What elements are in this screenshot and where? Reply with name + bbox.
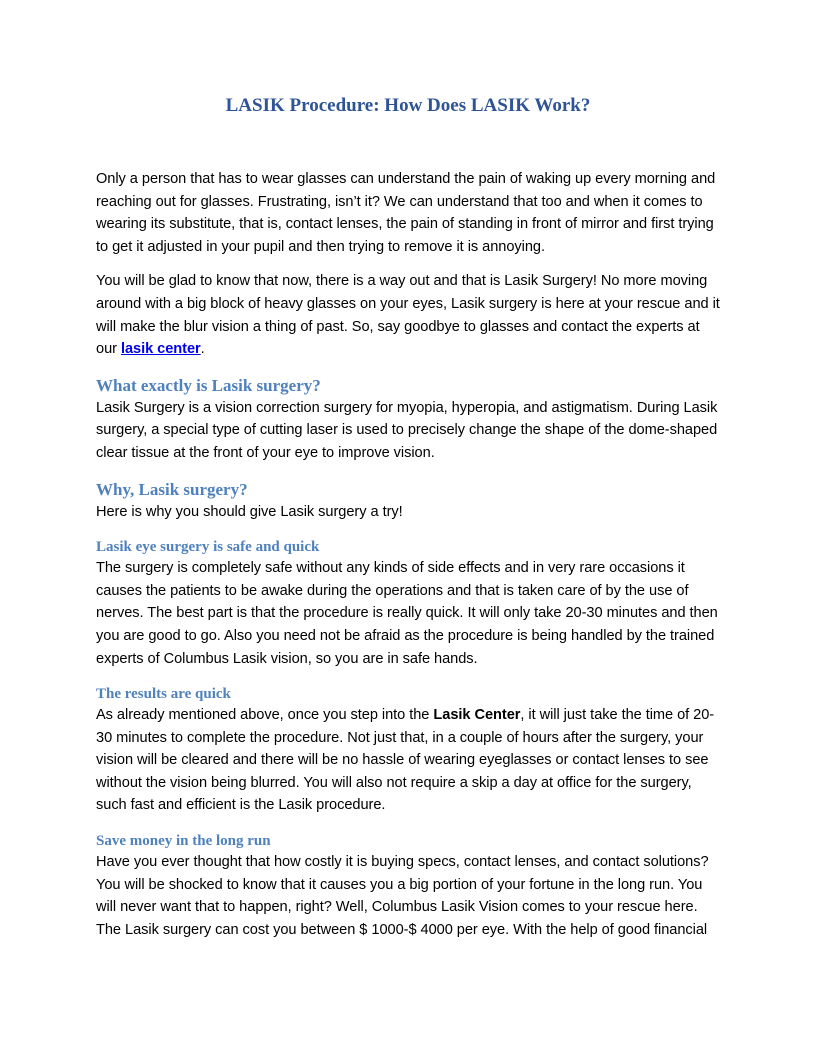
heading-save-money: Save money in the long run: [96, 833, 271, 850]
paragraph-save-money: Have you ever thought that how costly it is buying specs, contact lenses, and contact solutions? You will be shocked to know that it causes you a big portion of your fortune in the long run. You will never want that to happen, right? Well, Columbus Lasik Vision comes to your rescue here. The Lasik surgery can cost you between $ 1000-$ 4000 per eye. With the help of good financial: [96, 854, 709, 938]
results-text-end: , it will just take the time of 20-30 minutes to complete the procedure. Not just that, in a couple of hours after the surgery, your vision will be cleared and there will be no hassle of wearing eyeglasses or contact lenses to see without the vision being blurred. You will also not require a skip a day at office for the surgery, such fast and efficient is the Lasik procedure.: [96, 707, 715, 814]
intro-paragraph-2-end: .: [200, 341, 205, 358]
intro-paragraph-1: Only a person that has to wear glasses can understand the pain of waking up every morning and reaching out for glasses. Frustrating, isn’t it? We can understand that too and when it comes to wearing its substitute, that is, contact lenses, the pain of standing in front of mirror and first trying to get it adjusted in your pupil and then trying to remove it is annoying.: [96, 171, 716, 255]
lasik-center-link[interactable]: lasik center: [120, 341, 201, 358]
document-body: [96, 168, 724, 953]
intro-paragraph-2-text: You will be glad to know that now, there is a way out and that is Lasik Surgery! No more moving around with a big block of heavy glasses on your eyes, Lasik surgery is here at your rescue and it will make the blur vision a thing of past. So, say goodbye to glasses and contact the experts at our: [96, 273, 720, 358]
results-text-start: As already mentioned above, once you step into the: [96, 707, 434, 724]
paragraph-why-lasik: Here is why you should give Lasik surgery a try!: [96, 503, 403, 520]
paragraph-safe-and-quick: The surgery is completely safe without any kinds of side effects and in very rare occasions it causes the patients to be awake during the operations and that is taken care of by the use of nerves. The best part is that the procedure is really quick. It will only take 20-30 minutes and then you are good to go. Also you need not be afraid as the procedure is being handled by the trained experts of Columbus Lasik vision, so you are in safe hands.: [96, 560, 718, 667]
paragraph-results-quick: [96, 704, 724, 817]
intro-paragraph-2: [96, 270, 724, 360]
paragraph-what-is-lasik: Lasik Surgery is a vision correction surgery for myopia, hyperopia, and astigmatism. During Lasik surgery, a special type of cutting laser is used to precisely change the shape of the dome-shaped clear tissue at the front of your eye to improve vision.: [96, 399, 718, 461]
heading-results-quick: The results are quick: [96, 686, 231, 703]
page-title: LASIK Procedure: How Does LASIK Work?: [225, 95, 591, 116]
heading-what-is-lasik: What exactly is Lasik surgery?: [96, 375, 321, 395]
heading-safe-and-quick: Lasik eye surgery is safe and quick: [96, 539, 320, 556]
lasik-center-bold: Lasik Center: [433, 707, 521, 724]
heading-why-lasik: Why, Lasik surgery?: [96, 479, 248, 499]
